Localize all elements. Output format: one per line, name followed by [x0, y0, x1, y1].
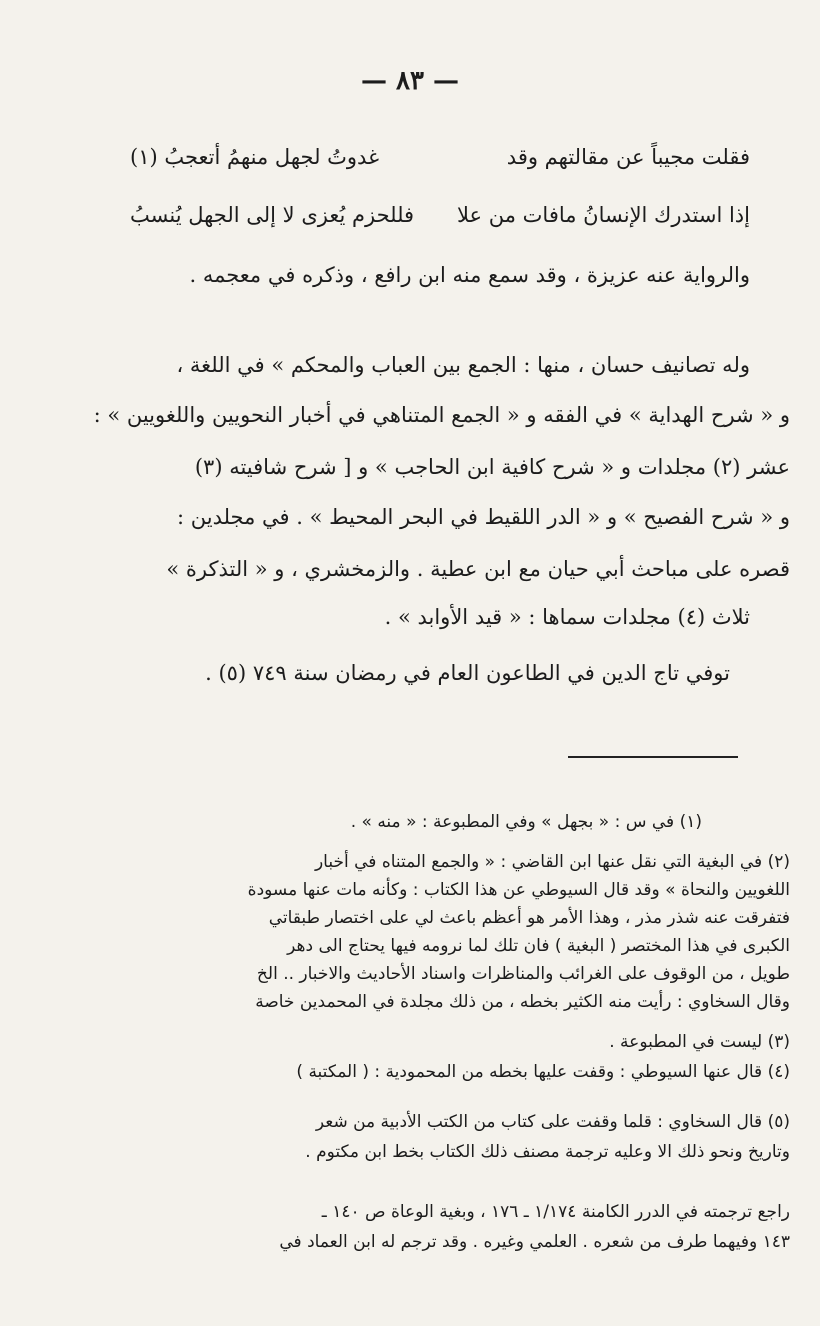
footnote-line: (٤) قال عنها السيوطي : وقفت عليها بخطه من المحمودية : ( المكتبة ) [296, 1062, 790, 1082]
footnote-line: ١٤٣ وفيهما طرف من شعره . العلمي وغيره . وقد ترجم له ابن العماد في [279, 1232, 790, 1252]
verse-line [130, 140, 750, 174]
body-line: و « شرح الهداية » في الفقه و « الجمع المتناهي في أخبار النحويين واللغويين » : [93, 403, 790, 427]
verse-second-hemistich: غدوتُ لجهل منهمُ أتعجبُ (١) [130, 145, 380, 169]
body-line: ثلاث (٤) مجلدات سماها : « قيد الأوابد » . [384, 605, 750, 629]
footnote-line: (١) في س : « بجهل » وفي المطبوعة : « منه » . [350, 812, 702, 832]
body-line: و « شرح الفصيح » و « الدر اللقيط في البحر المحيط » . في مجلدين : [176, 505, 790, 529]
footnote-line: وتاريخ ونحو ذلك الا وعليه ترجمة مصنف ذلك الكتاب بخط ابن مكتوم . [305, 1142, 790, 1162]
verse-first-hemistich: فقلت مجيباً عن مقالتهم وقد [506, 145, 750, 169]
footnote-line: (٥) قال السخاوي : قلما وقفت على كتاب من الكتب الأدبية من شعر [315, 1112, 790, 1132]
body-line: والرواية عنه عزيزة ، وقد سمع منه ابن رافع ، وذكره في معجمه . [189, 263, 750, 287]
body-line: وله تصانيف حسان ، منها : الجمع بين العباب والمحكم » في اللغة ، [176, 353, 750, 377]
footnote-line: راجع ترجمته في الدرر الكامنة ١/١٧٤ ـ ١٧٦ ، وبغية الوعاة ص ١٤٠ ـ [321, 1202, 790, 1222]
verse-second-hemistich: فللحزم يُعزى لا إلى الجهل يُنسبُ [130, 203, 415, 227]
footnote-line: (٢) في البغية التي نقل عنها ابن القاضي : « والجمع المتناه في أخبار [314, 852, 790, 872]
footnote-divider [568, 756, 738, 758]
verse-first-hemistich: إذا استدرك الإنسانُ مافات من علا [457, 203, 750, 227]
footnote-line: اللغويين والنحاة » وقد قال السيوطي عن هذا الكتاب : وكأنه مات عنها مسودة [247, 880, 790, 900]
body-line: توفي تاج الدين في الطاعون العام في رمضان سنة ٧٤٩ (٥) . [205, 661, 730, 685]
footnote-line: وقال السخاوي : رأيت منه الكثير بخطه ، من ذلك مجلدة في المحمدين خاصة [255, 992, 790, 1012]
footnote-line: (٣) ليست في المطبوعة . [609, 1032, 790, 1052]
page-number: — ٨٣ — [360, 66, 460, 96]
body-line: عشر (٢) مجلدات و « شرح كافية ابن الحاجب » و [ شرح شافيته (٣) [194, 455, 790, 479]
footnote-line: طويل ، من الوقوف على الغرائب والمناظرات واسناد الأحاديث والاخبار .. الخ [256, 964, 790, 984]
footnote-line: الكبرى في هذا المختصر ( البغية ) فان تلك لما نرومه فيها يحتاج الى دهر [287, 936, 790, 956]
verse-line [130, 198, 750, 232]
body-line: قصره على مباحث أبي حيان مع ابن عطية . والزمخشري ، و « التذكرة » [166, 557, 790, 581]
footnote-line: فتفرقت عنه شذر مذر ، وهذا الأمر هو أعظم باعث لي على اختصار طبقاتي [268, 908, 790, 928]
